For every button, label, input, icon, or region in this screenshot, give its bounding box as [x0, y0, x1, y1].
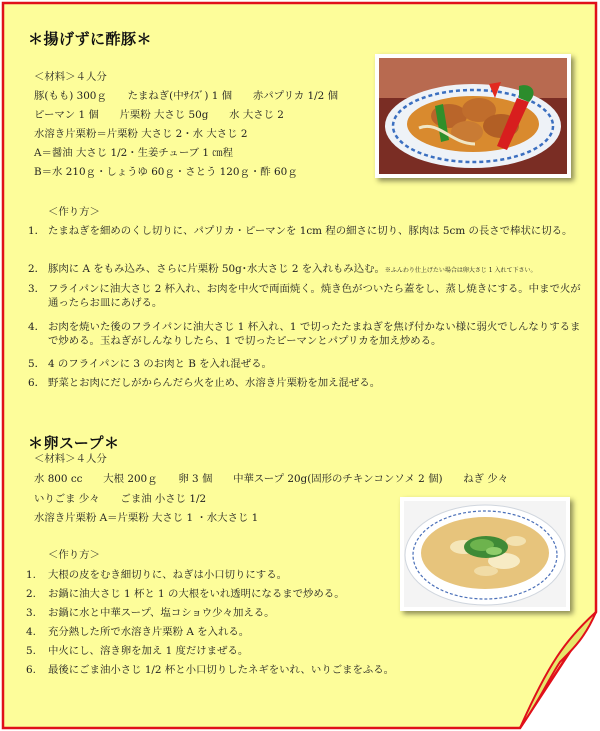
recipe2-steps-header: ＜作り方＞ — [48, 549, 100, 561]
step-number: 6． — [28, 377, 46, 389]
recipe1-material-line: 水溶き片栗粉＝片栗粉 大さじ 2・水 大さじ 2 — [34, 128, 248, 140]
step-number: 5． — [28, 358, 46, 370]
recipe2-material-line: 水 800 cc 大根 200ｇ 卵 3 個 中華スープ 20g(固形のチキンコンソメ 2 個) ねぎ 少々 — [34, 473, 509, 485]
step-number: 3. — [26, 607, 36, 619]
step-number: 2． — [28, 263, 46, 275]
recipe1-material-line: A＝醤油 大さじ 1/2・生姜チューブ 1 ㎝程 — [34, 147, 234, 159]
step-text: お肉を焼いた後のフライパンに油大さじ 1 杯入れ、1 で切ったたまねぎを焦げ付かない様に弱火でしんなりするまで炒める。玉ねぎがしんなりしたら、1 で切ったピーマンとパプリカを加え炒める。 — [48, 321, 581, 347]
step-number: 1． — [28, 225, 46, 237]
step-text: 最後にごま油小さじ 1/2 杯と小口切りしたネギをいれ、いりごまをふる。 — [48, 664, 395, 676]
step-text: お鍋に油大さじ 1 杯と 1 の大根をいれ透明になるまで炒める。 — [48, 588, 345, 600]
step-number: 4. — [26, 626, 36, 638]
step-note: ※ふんわり仕上げたい場合は卵大さじ 1 入れて下さい。 — [384, 267, 537, 274]
step-row — [48, 262, 593, 278]
step-number: 3． — [28, 283, 46, 295]
step-number: 5. — [26, 645, 36, 657]
step-text: 4 のフライパンに 3 のお肉と B を入れ混ぜる。 — [48, 358, 272, 370]
step-number: 2. — [26, 588, 36, 600]
step-text: 豚肉に A をもみ込み、さらに片栗粉 50g･水大さじ 2 を入れもみ込む。 — [48, 263, 385, 275]
step-text: 中火にし、溶き卵を加え 1 度だけまぜる。 — [48, 645, 249, 657]
step-text: 大根の皮をむき細切りに、ねぎは小口切りにする。 — [48, 569, 287, 581]
sweet-sour-pork-photo — [375, 54, 571, 178]
recipe1-material-line: ピーマン 1 個 片栗粉 大さじ 50g 水 大さじ 2 — [34, 109, 284, 121]
step-number: 1. — [26, 569, 36, 581]
step-text: フライパンに油大さじ 2 杯入れ、お肉を中火で両面焼く。焼き色がついたら蓋をし、蒸し焼きにする。中まで火が通ったらお皿にあげる。 — [48, 283, 581, 309]
recipe1-material-line: B＝水 210ｇ・しょうゆ 60ｇ・さとう 120ｇ・酢 60ｇ — [34, 166, 298, 178]
recipe2-title: ＊卵スープ＊ — [28, 434, 120, 452]
recipe1-material-line: 豚(もも) 300ｇ たまねぎ(中ｻｲｽﾞ) 1 個 赤パプリカ 1/2 個 — [34, 90, 338, 102]
recipe2-material-line: いりごま 少々 ごま油 小さじ 1/2 — [34, 493, 207, 505]
step-number: 6. — [26, 664, 36, 676]
recipe1-steps-header: ＜作り方＞ — [48, 206, 100, 218]
step-number: 4． — [28, 321, 46, 333]
recipe1-title: ＊揚げずに酢豚＊ — [28, 30, 153, 48]
egg-soup-photo — [400, 497, 570, 611]
recipe1-materials-header: ＜材料＞４人分 — [34, 71, 107, 83]
step-text: たまねぎを細めのくし切りに、パプリカ・ピーマンを 1cm 程の細さに切り、豚肉は 5cm の長さで棒状に切る。 — [48, 225, 573, 237]
recipe2-materials-header: ＜材料＞４人分 — [34, 453, 107, 465]
step-text: お鍋に水と中華スープ、塩コショウ少々加える。 — [48, 607, 275, 619]
recipe2-material-line: 水溶き片栗粉 A＝片栗粉 大さじ 1 ・水大さじ 1 — [34, 512, 259, 524]
step-text: 野菜とお肉にだしがからんだら火を止め、水溶き片栗粉を加え混ぜる。 — [48, 377, 381, 389]
step-text: 充分熱した所で水溶き片栗粉 A を入れる。 — [48, 626, 250, 638]
